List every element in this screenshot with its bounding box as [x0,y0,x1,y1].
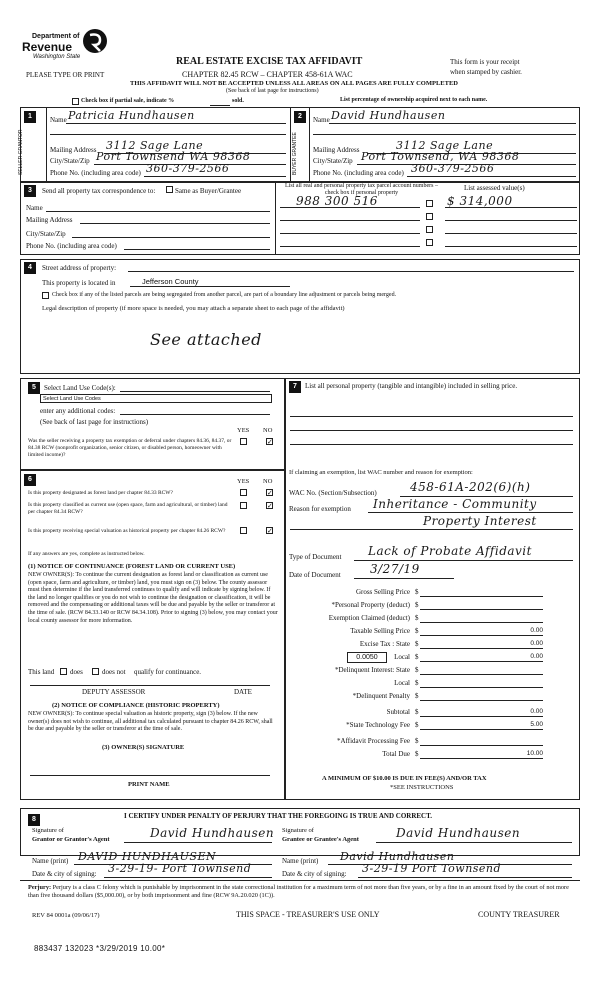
grantor-date-line [104,877,272,878]
fee-row-exemption [290,614,560,626]
land-use-select[interactable]: Select Land Use Codes [40,394,272,403]
deputy-date-label: DATE [234,688,252,696]
s3-city-line [72,237,270,238]
parcel-1-personal-checkbox[interactable] [426,200,433,207]
s3-city-label: City/State/Zip [26,230,66,238]
grantor-sig-line [124,842,272,843]
segregated-label: Check box if any of the listed parcels are being segregated from another parcel, are part of a boundary line adjustment or parcels being merged. [52,292,397,298]
doc-date-line [354,578,454,579]
buyer-side-label: BUYER GRANTEE [292,132,298,175]
buyer-name-line [329,123,576,124]
grantor-name-label: Name (print) [32,857,69,865]
parcel-2-personal-checkbox[interactable] [426,213,433,220]
buyer-name[interactable]: David Hundhausen [331,109,446,122]
same-as-buyer-label: Same as Buyer/Grantee [175,187,242,195]
s6-yes-header: YES [237,478,250,485]
s3-phone-line [124,249,270,250]
form-title: REAL ESTATE EXCISE TAX AFFIDAVIT [176,56,363,67]
fee-row-total [290,750,560,762]
fee-value-exemption[interactable] [420,614,543,623]
perjury-top-rule [20,880,580,881]
please-type: PLEASE TYPE OR PRINT [26,71,105,79]
doc-date-label: Date of Document [289,571,341,579]
owner-signature-label: (3) OWNER(S) SIGNATURE [102,744,185,751]
seller-city-label: City/State/Zip [50,157,90,165]
seller-name-label: Name [50,116,67,124]
fee-value-penalty[interactable] [420,692,543,701]
section-5-badge: 5 [28,382,40,394]
form-warning: THIS AFFIDAVIT WILL NOT BE ACCEPTED UNLESS ALL AREAS ON ALL PAGES ARE FULLY COMPLETED [130,80,458,87]
grantor-signature[interactable]: David Hundhausen [150,826,275,840]
buyer-mailing[interactable]: 3112 Sage Lane [396,139,494,152]
dollar-sign: $ [415,666,419,674]
partial-sale-line [210,105,230,106]
s3-mailing-label: Mailing Address [26,216,73,224]
does-not-label: does not [102,668,126,676]
fee-label-taxable: Taxable Selling Price [350,627,410,635]
notice-compliance-body: NEW OWNER(S): To continue special valuation as historic property, sign (3) below. If the new owner(s) does not wish to continue, all additional tax calculated pursuant to chapter 84.26 RCW, shall be due and payable by the seller or transferor at the time of sale. [28,711,273,733]
see-back-header: (See back of last page for instructions) [226,88,319,94]
historical-yes-checkbox[interactable] [240,527,247,534]
fee-row-delinquent-local [290,679,560,691]
local-rate-box[interactable]: 0.0050 [347,652,387,663]
dollar-sign: $ [415,737,419,745]
notice-continuance-title: (1) NOTICE OF CONTINUANCE (FOREST LAND OR CURRENT USE) [28,563,236,570]
located-in-label: This property is located in [42,279,116,287]
buyer-phone-line [407,176,576,177]
fee-value-excise-state[interactable]: 0.00 [420,640,543,649]
doc-date[interactable]: 3/27/19 [370,562,420,576]
receipt-line1: This form is your receipt [450,58,520,66]
s5-yes-checkbox[interactable] [240,438,247,445]
seller-mailing[interactable]: 3112 Sage Lane [106,139,204,152]
assessed-line-2 [445,220,577,221]
section-3-badge: 3 [24,185,36,197]
fee-label-tech: *State Technology Fee [346,721,410,729]
doc-type[interactable]: Lack of Probate Affidavit [368,544,532,558]
print-name-label: PRINT NAME [128,781,170,788]
s3-name-label: Name [26,204,43,212]
fee-label-delinquent-local: Local [394,679,410,687]
parcel-line-2 [280,220,420,221]
seller-name-line [66,123,286,124]
fee-row-local [290,653,560,665]
dollar-sign: $ [415,588,419,596]
section-2-badge: 2 [294,111,306,123]
s5-no-checkbox[interactable]: ✓ [267,438,273,446]
fee-label-penalty: *Delinquent Penalty [352,692,410,700]
claiming-exemption-label: If claiming an exemption, list WAC number and reason for exemption: [289,469,473,476]
seller-phone[interactable]: 360-379-2566 [146,162,230,175]
sold-label: sold. [232,98,244,104]
fee-row-subtotal [290,708,560,720]
dollar-sign: $ [415,708,419,716]
grantee-date-city[interactable]: 3-29-19 Port Townsend [362,862,502,875]
perjury-text: Perjury is a class C felony which is punishable by imprisonment in the state correctional institution for a maximum term of not more than five years, or by a fine in an amount fixed by the court of not more than five thousand dollars ($5,000.00), or by both imprisonment and fine (RCW 9A.20.020 (1C)). [28,884,569,899]
s3-phone-label: Phone No. (including area code) [26,242,117,250]
dor-logo-icon [82,28,108,54]
seller-mailing-label: Mailing Address [50,146,97,154]
dollar-sign: $ [415,627,419,635]
dollar-sign: $ [415,692,419,700]
notice-compliance-title: (2) NOTICE OF COMPLIANCE (HISTORIC PROPERTY) [52,702,220,709]
buyer-name-label: Name [313,116,330,124]
parcel-number[interactable]: 988 300 516 [296,194,378,208]
reason-underline-2 [290,529,573,530]
dollar-sign: $ [415,614,419,622]
grantor-date-label: Date & city of signing: [32,870,97,878]
fee-value-local[interactable]: 0.00 [420,653,543,662]
pp-line-3 [290,444,573,445]
dollar-sign: $ [415,653,419,661]
doc-type-line [354,560,573,561]
fee-value-delinquent-state[interactable] [420,666,543,675]
deputy-label: DEPUTY ASSESSOR [82,688,146,696]
grantee-sig-label-1: Signature of [282,827,314,834]
notice-continuance-body: NEW OWNER(S): To continue the current designation as forest land or classification as current use (open space, farm and agriculture, or timber) land, you must sign on (3) below. The county assessor must then determine if the land transferred continues to qualify and will indicate by signing below. If the land no longer qualifies or you do not wish to continue the designation or classification, it will be removed and the compensating or additional taxes will be due and payable by the seller or transferor at the time of sale. (RCW 84.33.140 or RCW 84.34.108). Prior to signing (3) below, you may contact your local county assessor for more information. [28,572,278,624]
exemption-question: Was the seller receiving a property tax exemption or deferral under chapters 84.36, 84.37, or 84.38 RCW (nonprofit organization, senior citizen, or disabled person, homeowner with limited income)? [28,438,232,458]
reason-line-2[interactable]: Property Interest [423,514,537,528]
s5-yes-header: YES [237,427,250,434]
s3-mailing-line [80,223,270,224]
perjury-notice [28,884,576,900]
doc-type-label: Type of Document [289,553,342,561]
parcel-line-4 [280,246,420,247]
cashier-stamp: 883437 132023 *3/29/2019 10.00* [34,944,166,953]
qualify-label: qualify for continuance. [134,668,202,676]
fee-label-excise-state: Excise Tax : State [359,640,410,648]
ownership-note: List percentage of ownership acquired next to each name. [340,97,488,103]
buyer-mailing-label: Mailing Address [313,146,360,154]
parcel-header: List all real and personal property tax parcel account numbers – check box if personal property [285,183,438,196]
same-as-buyer-checkbox[interactable] [166,186,173,193]
fee-row-penalty [290,692,560,704]
fee-label-gross: Gross Selling Price [355,588,410,596]
minimum-due-note: A MINIMUM OF $10.00 IS DUE IN FEE(S) AND/OR TAX [322,775,487,782]
fee-value-subtotal[interactable]: 0.00 [420,708,543,717]
partial-sale-label: Check box if partial sale, indicate % [81,98,175,104]
fee-label-subtotal: Subtotal [386,708,410,716]
parcel-3-personal-checkbox[interactable] [426,226,433,233]
forest-question: Is this property designated as forest land per chapter 84.33 RCW? [28,490,173,496]
rev-number: REV 84 0001a (09/06/17) [32,912,100,919]
parcel-4-personal-checkbox[interactable] [426,239,433,246]
land-does-checkbox[interactable] [60,668,67,675]
seller-city[interactable]: Port Townsend WA 98368 [96,150,251,163]
s5-see-back: (See back of last page for instructions) [40,418,149,426]
historical-no-checkbox[interactable]: ✓ [267,527,273,535]
grantee-sig-line [376,842,572,843]
seller-side-divider [46,107,47,182]
fee-value-total[interactable]: 10.00 [420,750,543,759]
fee-value-taxable[interactable]: 0.00 [420,627,543,636]
perjury-bold: Perjury: [28,884,52,891]
fee-value-affidavit[interactable] [420,737,543,746]
fee-row-delinquent-state [290,666,560,678]
county-value[interactable]: Jefferson County [142,277,199,286]
additional-codes-line [120,414,270,415]
form-chapter: CHAPTER 82.45 RCW – CHAPTER 458-61A WAC [182,70,353,79]
dollar-sign: $ [415,640,419,648]
section-4-badge: 4 [24,262,36,274]
parcel-line-3 [280,233,420,234]
county-line [130,286,290,287]
fee-label-exemption: Exemption Claimed (deduct) [328,614,410,622]
logo-state: Washington State [33,54,81,60]
grantee-sig-label-2: Grantee or Grantee's Agent [282,836,359,843]
fee-label-affidavit: *Affidavit Processing Fee [337,737,410,745]
fee-label-delinquent-state: *Delinquent Interest: State [334,666,410,674]
land-use-line [120,391,270,392]
s6-no-header: NO [263,478,273,485]
street-address-label: Street address of property: [42,264,117,272]
pp-line-1 [290,416,573,417]
forest-no-checkbox[interactable]: ✓ [267,489,273,497]
assessed-line-4 [445,246,577,247]
parcel-line-1 [280,207,420,208]
fee-row-tech [290,721,560,733]
wac-label: WAC No. (Section/Subsection) [289,489,377,497]
fee-row-gross [290,588,560,600]
segregated-checkbox[interactable] [42,292,49,299]
grantor-sig-label-2: Grantor or Grantor's Agent [32,836,110,843]
fee-label-total: Total Due [382,750,410,758]
fee-label-local: Local [394,653,410,661]
section-6-badge: 6 [24,474,36,486]
assessed-header: List assessed value(s) [464,184,525,192]
current-use-yes-checkbox[interactable] [240,502,247,509]
fee-value-delinquent-local[interactable] [420,679,543,688]
seller-phone-label: Phone No. (including area code) [50,169,141,177]
receipt-line2: when stamped by cashier. [450,68,522,76]
does-label: does [70,668,83,676]
send-correspondence-label: Send all property tax correspondence to: [42,187,156,195]
fee-row-affidavit [290,737,560,749]
section-7-badge: 7 [289,381,301,393]
grantor-sig-label-1: Signature of [32,827,64,834]
fee-row-personal [290,601,560,613]
buyer-phone[interactable]: 360-379-2566 [411,162,495,175]
grantor-printed-name[interactable]: DAVID HUNDHAUSEN [78,850,217,863]
s3-name-line [46,211,270,212]
additional-codes-label: enter any additional codes: [40,407,116,415]
partial-sale-checkbox[interactable] [72,98,79,105]
legal-desc-label: Legal description of property (if more space is needed, you may attach a separate sheet to each page of the affidavit) [42,305,345,312]
fee-value-gross[interactable] [420,588,543,597]
fee-row-excise-state [290,640,560,652]
personal-property-label: List all personal property (tangible and intangible) included in selling price. [305,382,518,390]
seller-phone-line [144,176,286,177]
section-8-badge: 8 [28,814,40,826]
wac-number[interactable]: 458-61A-202(6)(h) [410,480,531,494]
section-1-badge: 1 [24,111,36,123]
land-use-label: Select Land Use Code(s): [44,384,116,392]
grantee-date-label: Date & city of signing: [282,870,347,878]
seller-blank-line [50,134,286,135]
s5-no-header: NO [263,427,273,434]
assessed-value[interactable]: $ 314,000 [447,194,513,208]
reason-line-1[interactable]: Inheritance - Community [373,497,537,511]
dollar-sign: $ [415,601,419,609]
grantee-printed-name[interactable]: David Hundhausen [340,850,455,863]
this-land-label: This land [28,668,55,676]
current-use-no-checkbox[interactable]: ✓ [267,502,273,510]
grantee-signature[interactable]: David Hundhausen [396,826,521,840]
buyer-city-label: City/State/Zip [313,157,353,165]
buyer-blank-line [313,134,576,135]
fee-row-taxable [290,627,560,639]
reason-underline-1 [368,512,573,513]
historical-question: Is this property receiving special valuation as historical property per chapter 84.26 RCW? [28,528,226,534]
buyer-phone-label: Phone No. (including area code) [313,169,404,177]
seller-name[interactable]: Patricia Hundhausen [68,109,195,122]
print-name-line [30,775,270,776]
logo-dept: Department of [32,33,80,40]
dollar-sign: $ [415,721,419,729]
grantor-date-city[interactable]: 3-29-19- Port Townsend [108,862,252,875]
dollar-sign: $ [415,750,419,758]
dollar-sign: $ [415,679,419,687]
assessed-line-3 [445,233,577,234]
certify-statement: I CERTIFY UNDER PENALTY OF PERJURY THAT THE FOREGOING IS TRUE AND CORRECT. [124,812,433,820]
pp-line-2 [290,430,573,431]
treasurer-space: THIS SPACE - TREASURER'S USE ONLY [236,910,380,919]
street-address-line [128,271,574,272]
section-4-box [20,259,580,374]
buyer-side-divider [309,107,310,182]
reason-label: Reason for exemption [289,505,351,513]
fee-value-personal[interactable] [420,601,543,610]
if-yes-note: If any answers are yes, complete as instructed below. [28,551,145,557]
logo-revenue: Revenue [22,40,73,54]
forest-yes-checkbox[interactable] [240,489,247,496]
grantee-date-line [358,877,572,878]
county-treasurer: COUNTY TREASURER [478,910,560,919]
assessed-line-1 [445,207,577,208]
grantee-name-label: Name (print) [282,857,319,865]
legal-desc-value[interactable]: See attached [150,330,262,349]
seller-side-label: SELLER GRANTOR [18,129,24,175]
s3-divider [275,182,276,255]
land-does-not-checkbox[interactable] [92,668,99,675]
fee-label-personal: *Personal Property (deduct) [331,601,410,609]
current-use-question: Is this property classified as current use (open space, farm and agricultural, or timber) land per chapter 84.34 RCW? [28,502,228,515]
parties-divider [290,107,291,182]
see-instructions-note: *SEE INSTRUCTIONS [390,784,454,791]
fee-value-tech[interactable]: 5.00 [420,721,543,730]
buyer-city[interactable]: Port Townsend, WA 98368 [361,150,520,163]
deputy-line [30,685,270,686]
